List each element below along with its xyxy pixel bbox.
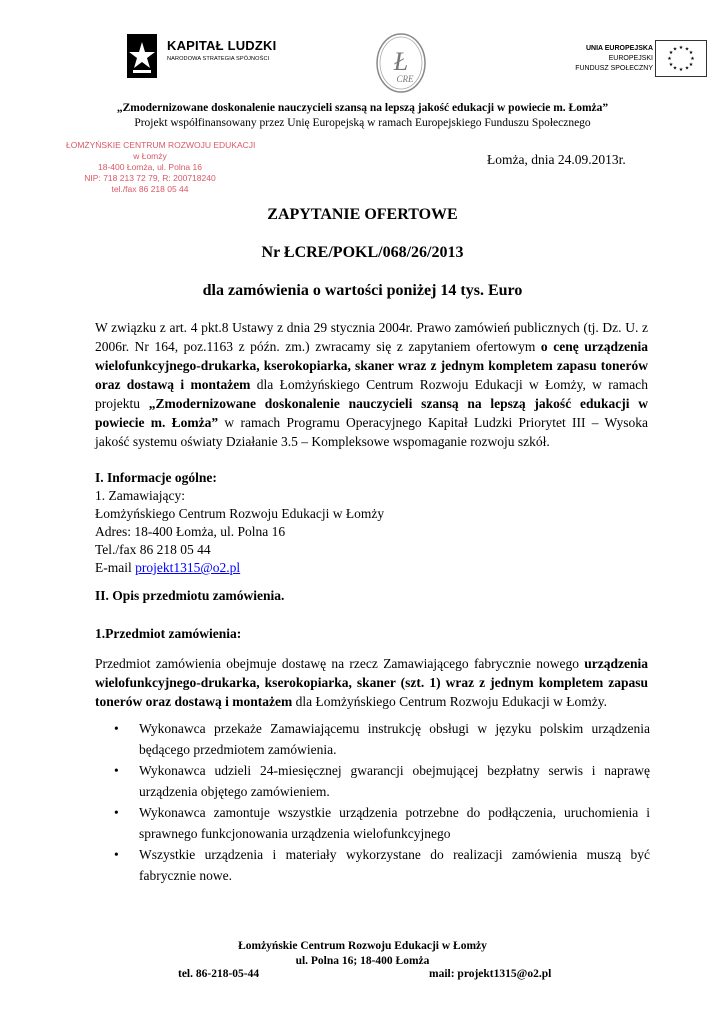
svg-text:★: ★	[672, 46, 678, 53]
footer-mail: mail: projekt1315@o2.pl	[429, 968, 552, 980]
svg-text:★: ★	[668, 50, 674, 56]
kapital-ludzki-star-icon	[127, 34, 157, 78]
eu-logo	[563, 40, 711, 80]
eu-logo-line2: EUROPEJSKI	[608, 55, 653, 62]
lcre-logo	[375, 32, 427, 94]
document-number: Nr ŁCRE/POKL/068/26/2013	[261, 244, 464, 261]
section1-item: 1. Zamawiający:	[95, 488, 185, 503]
stamp-line5: tel./fax 86 218 05 44	[111, 184, 189, 194]
project-title: „Zmodernizowane doskonalenie nauczycieli szansą na lepszą jakość edukacji w powiecie m. Łomża”	[116, 102, 609, 114]
eu-logo-line3: FUNDUSZ SPOŁECZNY	[575, 65, 653, 72]
svg-text:★: ★	[688, 62, 694, 68]
bullet-icon: •	[114, 847, 119, 862]
list-item: • Wykonawca udzieli 24-miesięcznej gwarancji obejmującej bezpłatny serwis i naprawę urządzenia objętego zamówieniem.	[112, 760, 650, 802]
eu-logo-line1: UNIA EUROPEJSKA	[585, 45, 653, 52]
kapital-ludzki-subtitle: NARODOWA STRATEGIA SPÓJNOŚCI	[167, 56, 270, 62]
footer-address: ul. Polna 16; 18-400 Łomża	[295, 955, 430, 967]
document-title: ZAPYTANIE OFERTOWE	[267, 206, 458, 223]
intro-paragraph: W związku z art. 4 pkt.8 Ustawy z dnia 29 stycznia 2004r. Prawo zamówień publicznych (tj. Dz. U. z 2006r. Nr 164, poz.1163 z późn. zm.) zwracamy się z zapytaniem ofertowym o cenę urządzenia wielofunkcyjnego-drukarka, kserokopiarka, skaner wraz z jednym kompletem zapasu tonerów oraz dostawą i montażem dla Łomżyńskiego Centrum Rozwoju Edukacji w Łomży, w ramach projektu „Zmodernizowane doskonalenie nauczycieli szansą na lepszą jakość edukacji w powiecie m. Łomża” w ramach Programu Operacyjnego Kapitał Ludzki Priorytet III – Wysoka jakość systemu oświaty Działanie 3.5 – Kompleksowe wspomaganie rozwoju szkół.	[95, 320, 648, 449]
institution-stamp	[66, 140, 256, 204]
lcre-monogram: Ł	[393, 47, 409, 76]
svg-text:★: ★	[667, 56, 672, 62]
stamp-line1: ŁOMŻYŃSKIE CENTRUM ROZWOJU EDUKACJI	[66, 140, 256, 150]
svg-text:★: ★	[678, 67, 684, 73]
svg-text:★: ★	[668, 62, 674, 68]
section1-email: E-mail projekt1315@o2.pl	[95, 560, 241, 575]
svg-text:★: ★	[672, 65, 678, 72]
list-item: • Wykonawca przekaże Zamawiającemu instrukcję obsługi w języku polskim urządzenia będącego przedmiotem zamówienia.	[112, 718, 650, 760]
kapital-ludzki-logo	[127, 32, 287, 82]
bullet-icon: •	[114, 763, 119, 778]
section2-subheading: 1.Przedmiot zamówienia:	[95, 626, 242, 641]
list-item: • Wykonawca zamontuje wszystkie urządzenia potrzebne do podłączenia, uruchomienia i sprawnego funkcjonowania urządzenia wielofunkcyjnego	[112, 802, 650, 844]
bullet-icon: •	[114, 805, 119, 820]
section1-address: Adres: 18-400 Łomża, ul. Polna 16	[95, 524, 286, 539]
section2-description: Przedmiot zamówienia obejmuje dostawę na rzecz Zamawiającego fabrycznie nowego urządzenia wielofunkcyjnego-drukarka, kserokopiarka, skaner (szt. 1) wraz z jednym kompletem zapasu tonerów oraz dostawą i montażem dla Łomżyńskiego Centrum Rozwoju Edukacji w Łomży.	[95, 656, 648, 709]
eu-flag-icon	[655, 40, 707, 77]
list-item: • Wszystkie urządzenia i materiały wykorzystane do realizacji zamówienia muszą być fabrycznie nowe.	[112, 844, 650, 886]
svg-text:★: ★	[690, 56, 695, 62]
requirements-list	[112, 718, 650, 886]
email-link[interactable]: projekt1315@o2.pl	[135, 560, 241, 575]
project-cofinance-note: Projekt współfinansowany przez Unię Europejską w ramach Europejskiego Funduszu Społecznego	[134, 117, 591, 129]
svg-text:★: ★	[678, 45, 684, 51]
document-subtitle: dla zamówienia o wartości poniżej 14 tys. Euro	[202, 282, 523, 299]
bullet-icon: •	[114, 721, 119, 736]
svg-text:★: ★	[684, 46, 690, 53]
section2-heading: II. Opis przedmiotu zamówienia.	[95, 588, 285, 603]
section1-org: Łomżyńskiego Centrum Rozwoju Edukacji w Łomży	[95, 506, 385, 521]
lcre-text: CRE	[396, 74, 414, 84]
svg-text:★: ★	[684, 65, 690, 72]
stamp-line4: NIP: 718 213 72 79, R: 200718240	[84, 173, 216, 183]
footer-phone: tel. 86-218-05-44	[178, 968, 260, 980]
document-date: Łomża, dnia 24.09.2013r.	[487, 152, 626, 167]
section1-heading: I. Informacje ogólne:	[95, 470, 217, 485]
stamp-line3: 18-400 Łomża, ul. Polna 16	[98, 162, 202, 172]
footer-org: Łomżyńskie Centrum Rozwoju Edukacji w Łomży	[238, 940, 487, 952]
kapital-ludzki-title: KAPITAŁ LUDZKI	[167, 38, 277, 53]
section1-phone: Tel./fax 86 218 05 44	[95, 542, 211, 557]
svg-text:★: ★	[688, 50, 694, 56]
stamp-line2: w Łomży	[133, 151, 167, 161]
